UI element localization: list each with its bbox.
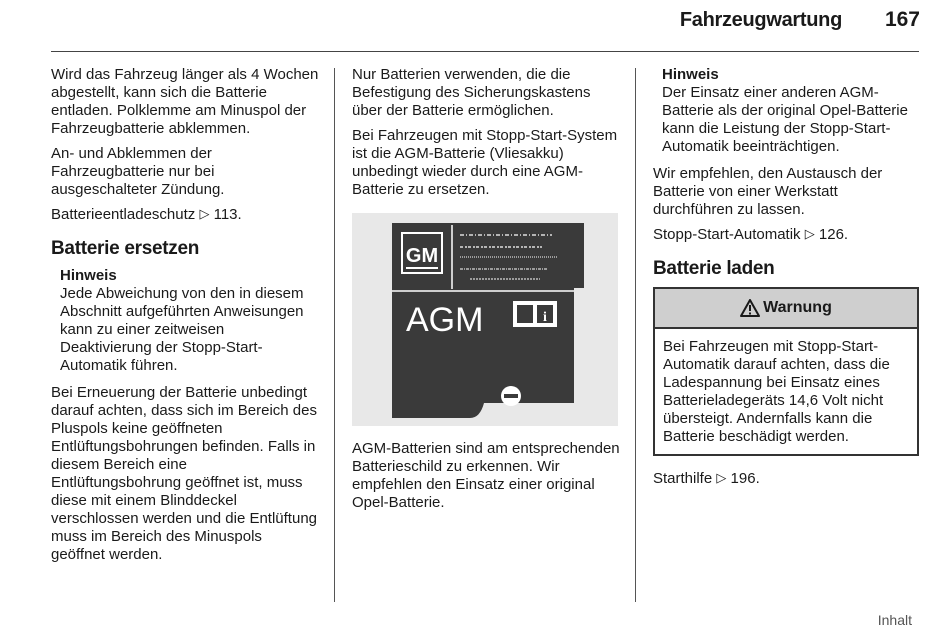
paragraph: Bei Fahrzeugen mit Stopp-Start-System ist die AGM-Batterie (Vliesakku) unbedingt wieder durch eine AGM-Batterie zu ersetzen. xyxy=(352,127,618,198)
cross-reference-arrow-icon: ▷ xyxy=(199,206,210,221)
section-heading: Batterie laden xyxy=(653,258,775,279)
reference-page: 196. xyxy=(730,470,760,487)
note-box xyxy=(51,267,319,375)
agm-battery-label-figure xyxy=(352,213,618,426)
column-1 xyxy=(51,66,319,571)
warning-title: Warnung xyxy=(763,299,832,316)
reference-label: Batterieentladeschutz xyxy=(51,206,196,223)
minus-terminal-icon xyxy=(501,386,521,406)
column-divider-1 xyxy=(334,68,335,602)
contents-link[interactable]: Inhalt xyxy=(877,612,912,628)
svg-text:i: i xyxy=(543,310,547,325)
paragraph: AGM-Batterien sind am entsprechenden Batterieschild zu erkennen. Wir empfehlen den Einsatz einer original Opel-Batterie. xyxy=(352,440,620,511)
warning-text: Bei Fahrzeugen mit Stopp-Start-Automatik darauf achten, dass die Ladespannung bei Einsatz eines Batterieladegeräts 14,6 Volt nicht übersteigt. Andernfalls kann die Batterie beschädigt werden. xyxy=(663,338,890,445)
paragraph: Nur Batterien verwenden, die die Befestigung des Sicherungskastens über der Batterie ermöglichen. xyxy=(352,66,591,119)
cross-reference[interactable] xyxy=(51,206,319,224)
column-divider-2 xyxy=(635,68,636,602)
cross-reference[interactable] xyxy=(653,470,921,488)
paragraph: Bei Erneuerung der Batterie unbedingt darauf achten, dass sich im Bereich des Pluspols keine geöffneten Entlüftungsbohrungen befinden. Falls in diesem Bereich eine Entlüftungsbohrung geöffnet ist, muss diese mit einem Blinddeckel verschlossen werden und die Entlüftung muss im Bereich des Minuspols geöffnet werden. xyxy=(51,384,318,563)
warning-header xyxy=(655,289,917,329)
note-box xyxy=(653,66,921,156)
page-number: 167 xyxy=(884,8,920,31)
warning-triangle-icon xyxy=(740,299,760,317)
section-heading: Batterie ersetzen xyxy=(51,238,200,259)
agm-label-text: AGM xyxy=(406,301,484,339)
warning-box xyxy=(653,287,919,456)
cross-reference-arrow-icon: ▷ xyxy=(716,470,727,485)
reference-label: Stopp-Start-Automatik xyxy=(653,226,801,243)
note-title: Hinweis xyxy=(60,267,117,284)
page-header xyxy=(0,8,950,40)
note-title: Hinweis xyxy=(662,66,719,83)
column-2 xyxy=(352,66,622,519)
header-divider xyxy=(51,51,919,52)
column-3 xyxy=(653,66,921,495)
reference-page: 126. xyxy=(818,226,849,243)
section-title: Fahrzeugwartung xyxy=(679,9,842,31)
gm-logo-text: GM xyxy=(405,245,439,267)
cross-reference[interactable] xyxy=(653,226,921,244)
paragraph: Wir empfehlen, den Austausch der Batterie von einer Werkstatt durchführen zu lassen. xyxy=(653,165,883,218)
paragraph: Wird das Fahrzeug länger als 4 Wochen abgestellt, kann sich die Batterie entladen. Polklemme am Minuspol der Fahrzeugbatterie abklemmen. xyxy=(51,66,319,137)
note-text: Der Einsatz einer anderen AGM-Batterie als der original Opel-Batterie kann die Leistung der Stopp-Start-Automatik beeinträchtigen. xyxy=(662,84,908,155)
note-text: Jede Abweichung von den in diesem Abschnitt aufgeführten Anweisungen kann zu einer zeitweisen Deaktivierung der Stopp-Start-Automatik führen. xyxy=(60,285,304,374)
cross-reference-arrow-icon: ▷ xyxy=(804,226,815,241)
owner-manual-book-icon xyxy=(513,301,557,327)
reference-label: Starthilfe xyxy=(653,470,713,487)
reference-page: 113. xyxy=(213,206,242,223)
paragraph: An- und Abklemmen der Fahrzeugbatterie nur bei ausgeschalteter Zündung. xyxy=(51,145,225,198)
